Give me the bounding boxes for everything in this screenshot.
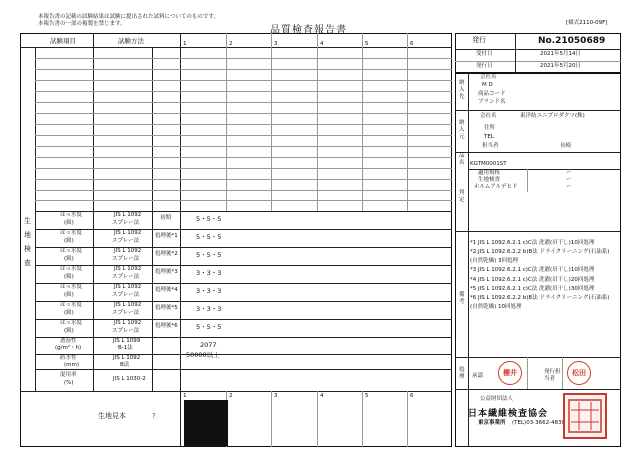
org-office: 東京事業所 xyxy=(478,420,506,426)
section-label-1: 生 xyxy=(24,217,31,225)
row-cond: 処理後*5 xyxy=(155,305,178,311)
company-stamp xyxy=(563,393,607,439)
row-method-2: B法 xyxy=(120,362,130,368)
row-item: はっ水度 xyxy=(60,284,83,290)
delivery-field: 会社名 xyxy=(480,74,497,80)
redacted-sample xyxy=(184,400,228,446)
issue-date-label: 発行日 xyxy=(476,63,493,69)
header-note-2: 本報告書の一部の複製を禁じます。 xyxy=(38,21,126,27)
row-method-2: スプレー法 xyxy=(112,256,140,262)
supplier-label: 納入元 xyxy=(459,120,465,141)
remark-line: *5 JIS L 1092.6.2.1 c)C法 洗濯(吊干し)30回処理 xyxy=(470,286,595,292)
row-value: 5・5・5 xyxy=(196,323,222,331)
stamp-pattern-icon xyxy=(567,398,603,434)
row-method-2: B-1法 xyxy=(118,345,133,351)
row-method: JIS L 1092 xyxy=(114,248,142,254)
row-method: JIS L 1092 xyxy=(114,284,142,290)
remark-line: (自然乾燥) 3回処理 xyxy=(470,258,519,264)
issuer-label: 発行担当者 xyxy=(544,369,561,382)
supplier-field: 担当者 xyxy=(482,143,499,149)
report-number: No.21050689 xyxy=(538,36,606,46)
row-cond: 処理後*1 xyxy=(155,233,178,239)
sample-num-1: 1 xyxy=(183,393,187,399)
org-name: 日本繊維検査協会 xyxy=(468,409,549,419)
row-item: 混用率 xyxy=(60,372,77,378)
product-name: KGTM0001ST xyxy=(470,161,507,167)
row-item-unit: (級) xyxy=(64,328,74,334)
row-item-unit: (級) xyxy=(64,220,74,226)
remark-line: (自然乾燥) 10回処理 xyxy=(470,304,522,310)
col-num-4: 4 xyxy=(320,41,324,47)
row-item: はっ水度 xyxy=(60,230,83,236)
issue-date: 2021年5月20日 xyxy=(540,63,581,69)
page-title: 品質検査報告書 xyxy=(270,25,347,36)
col-num-3: 3 xyxy=(274,41,278,47)
row-cond: 処理後*6 xyxy=(155,323,178,329)
row-value: 3・3・3 xyxy=(196,269,222,277)
section-label-4: 査 xyxy=(24,259,31,267)
remark-line: *2 JIS L 1092.6.2.2 b)B法 ドライクリーニング(石油系) xyxy=(470,249,610,255)
remark-line: *4 JIS L 1092.6.2.1 c)C法 洗濯(吊干し)20回処理 xyxy=(470,277,595,283)
header-note: 本報告書の記載の試験結果は試験に提出された試料についてのものです。 xyxy=(38,14,219,20)
spec-value: ー xyxy=(566,170,572,176)
spec-value: ー xyxy=(566,177,572,183)
row-cond: 処理後*3 xyxy=(155,269,178,275)
col-num-6: 6 xyxy=(410,41,414,47)
col-num-1: 1 xyxy=(183,41,187,47)
row-cond: 処理後*2 xyxy=(155,251,178,257)
delivery-field: 商品コード xyxy=(478,91,506,97)
row-item-unit: (級) xyxy=(64,238,74,244)
judge-label: 判定 xyxy=(459,190,465,204)
section-label-2: 地 xyxy=(24,231,31,239)
accept-date: 2021年5月14日 xyxy=(540,51,581,57)
row-value: 2077 xyxy=(200,341,217,349)
row-item: はっ水度 xyxy=(60,248,83,254)
row-cond: 処理後*4 xyxy=(155,287,178,293)
row-item-unit: (級) xyxy=(64,274,74,280)
row-value: 50000以上 xyxy=(186,351,220,359)
delivery-to-label: 納入先 xyxy=(459,80,465,101)
row-value: 5・5・5 xyxy=(196,251,222,259)
issue-label: 発行 xyxy=(472,36,486,44)
row-method: JIS L 1092 xyxy=(113,355,141,361)
supplier-field: TEL xyxy=(484,134,494,140)
row-method: JIS L 1099 xyxy=(113,338,141,344)
remark-line: *3 JIS L 1092.6.2.1 c)C法 洗濯(吊干し)10回処理 xyxy=(470,267,595,273)
remark-line: *6 JIS L 1092.6.2.2 b)B法 ドライクリーニング(石油系) xyxy=(470,295,610,301)
remark-line: *1 JIS L 1092.6.2.1 c)C法 洗濯(吊干し)10回処理 xyxy=(470,240,595,246)
row-value: 3・3・3 xyxy=(196,305,222,313)
supplier-person: 長崎 xyxy=(560,143,572,149)
supplier-field: 会社名 xyxy=(480,113,497,119)
org-type: 公益財団法人 xyxy=(480,396,514,402)
row-method-2: スプレー法 xyxy=(112,220,140,226)
spec-value: ー xyxy=(566,184,572,190)
row-item: 透湿性 xyxy=(60,338,77,344)
row-value: 3・3・3 xyxy=(196,287,222,295)
approve-label: 承認 xyxy=(472,373,484,379)
sample-num-6: 6 xyxy=(410,393,414,399)
sample-num-4: 4 xyxy=(320,393,324,399)
row-method: JIS L 1092 xyxy=(114,320,142,326)
spec-field: ホルムアルデヒド xyxy=(474,184,518,190)
section-label-3: 検 xyxy=(24,245,31,253)
row-method: JIS L 1092 xyxy=(114,302,142,308)
issuer-seal: 松田 xyxy=(567,361,591,385)
row-item: はっ水度 xyxy=(60,212,83,218)
sample-num-5: 5 xyxy=(365,393,369,399)
row-item-unit: (級) xyxy=(64,292,74,298)
row-method: JIS L 1092 xyxy=(114,266,142,272)
col-test-item: 試験項目 xyxy=(50,37,76,45)
approval-seal: 櫻井 xyxy=(498,361,522,385)
row-method-2: スプレー法 xyxy=(112,328,140,334)
form-number: [様式2110-09F] xyxy=(566,20,608,26)
row-method: JIS L 1092 xyxy=(114,230,142,236)
spec-field: 適用規格 xyxy=(478,170,501,176)
sample-num-2: 2 xyxy=(229,393,233,399)
delivery-field: ブランド名 xyxy=(478,99,506,105)
col-num-5: 5 xyxy=(365,41,369,47)
col-num-2: 2 xyxy=(229,41,233,47)
row-value: 5・5・5 xyxy=(196,233,222,241)
row-method-2: スプレー法 xyxy=(112,274,140,280)
row-item-unit: (mm) xyxy=(64,362,80,368)
row-item-unit: (級) xyxy=(64,310,74,316)
row-method-2: スプレー法 xyxy=(112,292,140,298)
product-label: 品名 xyxy=(459,153,465,167)
row-item-unit: (%) xyxy=(64,380,74,386)
delivery-field: M D xyxy=(482,82,493,88)
process-label: 処理 xyxy=(459,367,465,381)
sample-mark: ? xyxy=(152,412,156,420)
row-item: はっ水度 xyxy=(60,302,83,308)
accept-date-label: 受付日 xyxy=(476,51,493,57)
row-method-2: スプレー法 xyxy=(112,310,140,316)
col-test-method: 試験方法 xyxy=(118,37,144,45)
sample-num-3: 3 xyxy=(274,393,278,399)
spec-field: 生地検査 xyxy=(478,177,501,183)
org-tel: (TEL)03-3662-4830 xyxy=(512,420,566,426)
row-method-2: スプレー法 xyxy=(112,238,140,244)
inspection-table xyxy=(20,33,452,447)
row-item: 防水性 xyxy=(60,355,77,361)
row-method: JIS L 1030-2 xyxy=(113,376,146,382)
row-item-unit: (級) xyxy=(64,256,74,262)
row-value: 5・5・5 xyxy=(196,215,222,223)
supplier-company: 東洋紡ユニプロダクツ(株) xyxy=(520,113,585,119)
supplier-field: 住所 xyxy=(484,125,496,131)
remarks-label: 備考 xyxy=(459,292,465,306)
row-cond: 初期 xyxy=(160,215,172,221)
row-item: はっ水度 xyxy=(60,266,83,272)
row-item: はっ水度 xyxy=(60,320,83,326)
row-method: JIS L 1092 xyxy=(114,212,142,218)
sample-label: 生地見本 xyxy=(98,412,126,420)
row-item-unit: (g/m²・h) xyxy=(55,345,82,351)
